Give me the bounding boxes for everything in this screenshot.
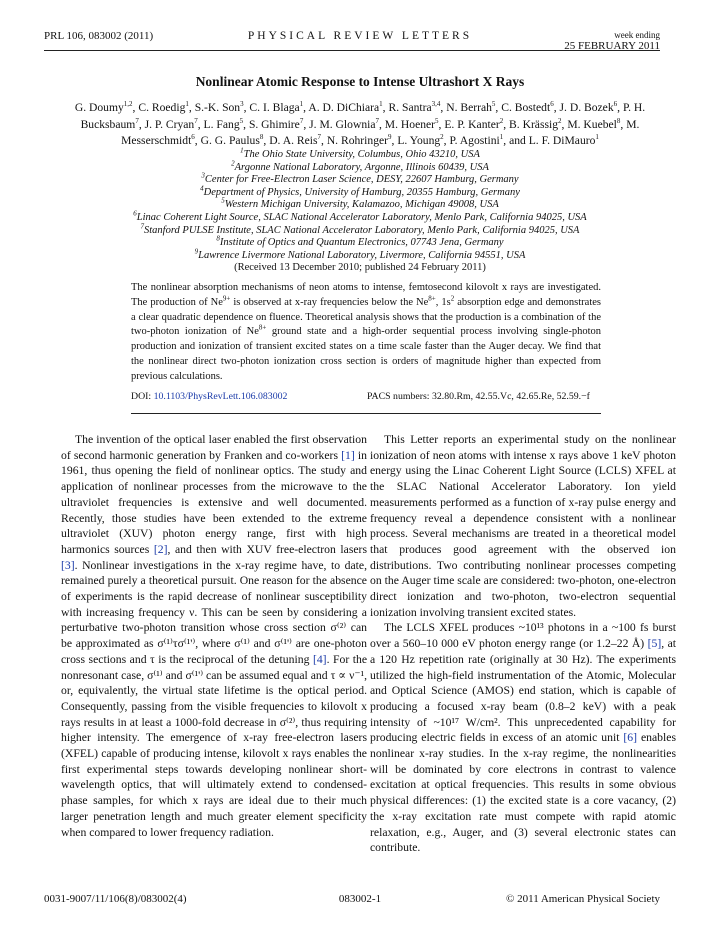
body-text: . For the nonresonant case, σ⁽¹⁾ and σ⁽¹'⁾ can be assumed equal and τ ∝ ν⁻¹, or, equivalently, the virtual state lifetime is the optical period. Consequently, passing from the visible frequencies to kilovolt x rays results in at least a 1000-fold decrease in σ⁽²⁾, thus requiring higher intensity. The emergence of x-ray free-electron lasers (XFEL) capable of producing intense, kilovolt x rays enables the first experimental steps towards developing nonlinear short-wavelength optics, that will ultimately extend to condensed-phase samples, for which x rays are ideal due to their much larger penetration length and much greater element specificity when compared to lower frequency radiation. — [61, 652, 368, 839]
author — [201, 134, 267, 147]
author — [397, 134, 446, 147]
author-name: L. Young — [397, 134, 441, 147]
author-name: B. Krässig — [509, 117, 558, 131]
author-affiliation-marker: 8 — [259, 133, 264, 142]
author-name: C. Bostedt — [501, 101, 551, 114]
abstract-text: The nonlinear absorption mechanisms of neon atoms to intense, femtosecond kilovolt x rays are investigated. The production of Ne — [131, 282, 601, 308]
body-text: . Nonlinear investigations in the x-ray regime have, to date, remained purely a theoretical pursuit. One reason for the absence of experiments is the rapid decrease of nonlinear susceptibility with increasing frequency ν. This can be seen by considering a perturbative two-photon transition whose cross section σ⁽²⁾ can be approximated as σ⁽¹⁾τσ⁽¹'⁾, where σ⁽¹⁾ and σ⁽¹'⁾ are one-photon cross sections and τ is the reciprocal of the detuning — [61, 558, 367, 666]
abstract-superscript: 8+ — [258, 323, 267, 332]
author-affiliation-marker: 2 — [558, 116, 562, 125]
affiliation-list — [64, 146, 656, 275]
citation-link[interactable]: [4] — [312, 652, 327, 666]
body-text: The invention of the optical laser enabled the first observation of second harmonic generation by Franken and co-workers — [61, 433, 367, 462]
author-separator: , — [617, 101, 621, 114]
author-name: G. Doumy — [74, 101, 124, 114]
author-separator: , — [243, 117, 247, 131]
doi-link[interactable]: 10.1103/PhysRevLett.106.083002 — [153, 391, 288, 402]
author — [327, 134, 395, 147]
affiliation — [64, 159, 656, 175]
author-affiliation-marker: 7 — [317, 133, 321, 142]
affiliation-text: Lawrence Livermore National Laboratory, Livermore, California 94551, USA — [198, 249, 526, 261]
citation-link[interactable]: [6] — [623, 731, 638, 745]
author-affiliation-marker: 3,4 — [431, 100, 441, 109]
issue-date: 25 FEBRUARY 2011 — [564, 40, 660, 52]
author-name: J. D. Bozek — [559, 101, 614, 114]
left-column — [61, 432, 367, 840]
author — [560, 101, 621, 114]
author-name: E. P. Kanter — [444, 117, 500, 131]
received-dates: (Received 13 December 2010; published 24 February 2011) — [234, 262, 486, 274]
author-list — [64, 100, 656, 150]
author-affiliation-marker: 1 — [185, 100, 189, 109]
abstract-superscript: 8+ — [428, 294, 436, 303]
right-column — [370, 432, 676, 856]
abstract-text: , 1s — [435, 296, 451, 308]
author-affiliation-marker: 1,2 — [123, 100, 133, 109]
citation-link[interactable]: [2] — [153, 542, 168, 556]
affiliation-text: Stanford PULSE Institute, SLAC National Accelerator Laboratory, Menlo Park, California 94025, USA — [144, 224, 580, 236]
author-name: L. Fang — [203, 117, 240, 131]
author — [145, 118, 201, 131]
affiliation-number: 1 — [240, 146, 244, 155]
author-separator: , — [553, 101, 557, 114]
author-separator: , — [391, 134, 395, 147]
affiliation — [64, 146, 656, 162]
author — [509, 118, 564, 131]
author-affiliation-marker: 1 — [379, 100, 383, 109]
author — [249, 118, 306, 131]
author — [388, 101, 443, 114]
body-paragraph — [370, 620, 676, 856]
author-separator: , — [188, 101, 192, 114]
author — [509, 134, 599, 147]
affiliation-text: Linac Coherent Light Source, SLAC National Accelerator Laboratory, Menlo Park, California 94025, USA — [136, 211, 587, 223]
abstract-text: absorption edge and demonstrates a clear quadratic dependence on fluence. Theoretical analysis shows that the production is a combination of the two-photon ionization of Ne — [131, 296, 601, 338]
affiliation — [64, 247, 656, 263]
author-affiliation-marker: 5 — [435, 116, 439, 125]
author-affiliation-marker: 6 — [191, 133, 195, 142]
journal-name: PHYSICAL REVIEW LETTERS — [247, 30, 473, 42]
author-name: J. M. Glownia — [309, 117, 376, 131]
affiliation-number: 6 — [133, 209, 137, 218]
author-affiliation-marker: 2 — [499, 116, 504, 125]
issue-date-block — [564, 30, 660, 52]
affiliation-text: The Ohio State University, Columbus, Ohio 43210, USA — [243, 149, 480, 160]
author-separator: , — [194, 134, 198, 147]
citation-link[interactable]: [1] — [341, 448, 355, 462]
affiliation-text: Center for Free-Electron Laser Science, DESY, 22607 Hamburg, Germany — [204, 174, 519, 186]
author — [446, 101, 498, 114]
affiliation — [64, 184, 656, 200]
author-separator: , — [263, 134, 267, 147]
doi-pacs-row — [131, 391, 601, 402]
author-name: G. G. Paulus — [200, 134, 260, 147]
author-name: C. Roedig — [138, 101, 186, 114]
author-separator: , — [382, 101, 386, 114]
body-text: , and then with XUV free-electron lasers — [167, 542, 367, 556]
author-separator: , — [440, 101, 444, 114]
author-separator: , — [303, 117, 307, 131]
author-separator: , — [138, 117, 142, 131]
affiliation-number: 7 — [140, 222, 145, 231]
abstract — [131, 281, 601, 385]
body-text: enables nonlinear x-ray studies. In the x-ray regime, the nonlinearities will be dominated by core electrons in contrast to valence excitation at optical frequencies. This results in some obvious physical differences: (1) the excited state is a core vacancy, (2) the x-ray excitation rate must compete with rapid atomic relaxation, e.g., Auger, and (3) several electronic states can contribute. — [370, 731, 676, 855]
abstract-superscript: 2 — [450, 294, 455, 303]
author — [249, 101, 306, 114]
author-affiliation-marker: 3 — [240, 100, 244, 109]
author-separator: , — [378, 117, 382, 131]
author-affiliation-marker: 1 — [595, 133, 599, 142]
affiliation — [64, 171, 656, 187]
author-name: N. Rohringer — [326, 134, 388, 147]
affiliation-text: Institute of Optics and Quantum Electronics, 07743 Jena, Germany — [219, 237, 504, 249]
author — [204, 118, 246, 131]
journal-citation: PRL 106, 083002 (2011) — [44, 30, 154, 42]
affiliation — [64, 196, 656, 212]
author-name: S.-K. Son — [194, 101, 241, 114]
author-affiliation-marker: 7 — [375, 116, 379, 125]
affiliation-text: Western Michigan University, Kalamazoo, Michigan 49008, USA — [224, 199, 499, 211]
author — [444, 118, 506, 131]
affiliation-number: 2 — [231, 159, 235, 168]
author-affiliation-marker: 9 — [388, 133, 392, 142]
author-separator: , — [197, 117, 201, 131]
author — [75, 101, 136, 114]
author-separator: , — [132, 101, 136, 114]
body-text: in 1961, thus opening the field of nonlinear optics. The study and application of nonlinear processes from the microwave to the ultraviolet frequencies is extensive and well documented. Recently, those studies have been extended to the extreme ultraviolet (XUV) photon energy range, first with high harmonics sources — [61, 448, 367, 556]
author-affiliation-marker: 5 — [491, 100, 496, 109]
article-code: 0031-9007/11/106(8)/083002(4) — [44, 893, 187, 905]
abstract-superscript: 9+ — [222, 294, 231, 303]
author — [138, 101, 191, 114]
author-affiliation-marker: 1 — [499, 133, 504, 142]
author-name: J. P. Cryan — [144, 117, 195, 131]
author-separator: , — [503, 134, 507, 147]
pacs-numbers: PACS numbers: 32.80.Rm, 42.55.Vc, 42.65.Re, 52.59.−f — [367, 391, 590, 402]
abstract-text: ground state and a high-order sequential process involving single-photon production and ionization of transient excited states on a time scale faster than the Auger decay. We find that the nonlinear direct two-photon ionization cross section is orders of magnitude higher than expected from previous calculations. — [131, 326, 601, 382]
author-affiliation-marker: 8 — [616, 116, 621, 125]
affiliation — [64, 234, 656, 250]
author-name: R. Santra — [388, 101, 432, 114]
author — [385, 118, 442, 131]
affiliation-text: Department of Physics, University of Hamburg, 20355 Hamburg, Germany — [203, 186, 520, 198]
author-name: and L. F. DiMauro — [509, 134, 596, 147]
citation-link[interactable]: [5] — [647, 637, 662, 651]
affiliation-number: 4 — [200, 184, 204, 193]
affiliation — [64, 222, 656, 238]
author — [449, 134, 506, 147]
author-name: P. Agostini — [449, 134, 500, 147]
author — [195, 101, 247, 114]
author-name: C. I. Blaga — [249, 101, 300, 114]
copyright-notice: © 2011 American Physical Society — [506, 893, 660, 905]
author-separator: , — [443, 134, 447, 147]
author — [309, 118, 382, 131]
author — [269, 134, 324, 147]
affiliation-number: 3 — [201, 171, 205, 180]
author-name: M. Messerschmidt — [121, 117, 640, 147]
affiliation-number: 8 — [216, 234, 220, 243]
author-affiliation-marker: 7 — [135, 116, 139, 125]
affiliation — [64, 209, 656, 225]
author-name: N. Berrah — [446, 101, 492, 114]
author-separator: , — [303, 101, 307, 114]
author-name: M. Kuebel — [567, 117, 617, 131]
author-affiliation-marker: 7 — [194, 116, 198, 125]
abstract-rule — [131, 413, 601, 414]
citation-link[interactable]: [3] — [61, 558, 75, 572]
body-paragraph: This Letter reports an experimental study on the nonlinear ionization of neon atoms with intense x rays above 1 keV photon energy using the Linac Coherent Light Source (LCLS) XFEL at the SLAC National Accelerator Laboratory. Ion yield measurements performed as a function of x-ray pulse energy and frequency reveal a dependence consistent with a nonlinear process. Several mechanisms are treated in a theoretical model that produces good agreement with the observed ion distributions. Two contributing nonlinear processes competing on the Auger time scale are considered: two-photon, one-electron direct ionization and two-photon, two-electron sequential ionization involving transient excited states. — [370, 433, 676, 619]
author-separator: , — [243, 101, 247, 114]
author-affiliation-marker: 1 — [299, 100, 304, 109]
author-affiliation-marker: 5 — [239, 116, 244, 125]
week-ending-label: week ending — [614, 30, 660, 40]
affiliation-number: 5 — [221, 196, 225, 205]
author-name: S. Ghimire — [248, 117, 300, 131]
body-paragraph — [61, 432, 367, 840]
author — [308, 101, 385, 114]
author-separator: , — [495, 101, 499, 114]
header-rule — [44, 50, 660, 51]
author-affiliation-marker: 2 — [440, 133, 444, 142]
abstract-text: is observed at x-ray frequencies below the Ne — [230, 296, 429, 308]
article-title: Nonlinear Atomic Response to Intense Ultrashort X Rays — [195, 74, 525, 89]
affiliation-number: 9 — [194, 247, 199, 256]
page-number: 083002-1 — [338, 893, 382, 905]
body-text: , at a 120 Hz repetition rate (originally at 30 Hz). The experiments utilized the high-field instrumentation of the Atomic, Molecular and Optical Science (AMOS) end station, which is capable of producing a focused x-ray beam (0.8–2 keV) with a peak intensity of ~10¹⁷ W/cm². This unprecedented capability for producing electric fields in excess of an atomic unit — [370, 637, 677, 745]
author-name: M. Hoener — [384, 117, 436, 131]
author — [567, 118, 623, 131]
author-affiliation-marker: 6 — [613, 100, 618, 109]
author-separator: , — [620, 117, 624, 131]
author-affiliation-marker: 7 — [299, 116, 304, 125]
author-separator: , — [561, 117, 565, 131]
author-name: A. D. DiChiara — [308, 101, 380, 114]
doi-label: DOI: — [131, 391, 152, 402]
author-name: P. H. Bucksbaum — [80, 101, 646, 131]
affiliation-text: Argonne National Laboratory, Argonne, Illinois 60439, USA — [234, 161, 489, 173]
author-name: D. A. Reis — [269, 134, 318, 147]
author — [501, 101, 556, 114]
author-separator: , — [321, 134, 324, 147]
author-separator: , — [503, 117, 507, 131]
author-separator: , — [438, 117, 442, 131]
author-affiliation-marker: 6 — [550, 100, 554, 109]
body-text: The LCLS XFEL produces ~10¹³ photons in a ~100 fs burst over a 560–10 000 eV photon energy range (or 1.2–22 Å) — [370, 621, 676, 651]
